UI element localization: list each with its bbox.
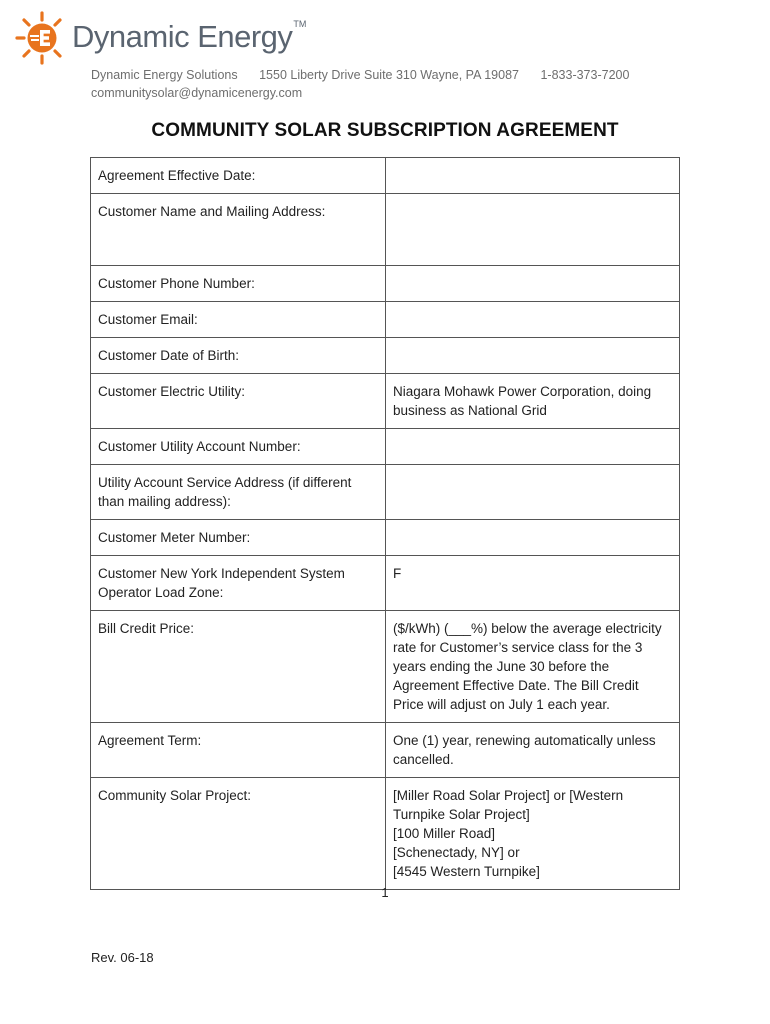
agreement-table <box>90 157 680 890</box>
row-value[interactable] <box>386 465 680 520</box>
row-label: Agreement Effective Date: <box>91 158 386 194</box>
row-label: Customer Electric Utility: <box>91 374 386 429</box>
row-value: F <box>386 556 680 611</box>
row-label: Customer Phone Number: <box>91 266 386 302</box>
document-title: COMMUNITY SOLAR SUBSCRIPTION AGREEMENT <box>151 120 619 141</box>
sun-logo-icon <box>14 10 70 66</box>
revision-label: Rev. 06-18 <box>91 950 154 965</box>
row-value[interactable] <box>386 302 680 338</box>
table-row <box>91 338 680 374</box>
row-label: Agreement Term: <box>91 723 386 778</box>
table-row <box>91 302 680 338</box>
row-value[interactable] <box>386 158 680 194</box>
table-row <box>91 429 680 465</box>
table-row <box>91 194 680 266</box>
row-value[interactable] <box>386 338 680 374</box>
table-row <box>91 520 680 556</box>
row-value[interactable] <box>386 266 680 302</box>
table-row <box>91 556 680 611</box>
row-label: Customer Utility Account Number: <box>91 429 386 465</box>
table-row <box>91 158 680 194</box>
row-value[interactable] <box>386 429 680 465</box>
row-label: Utility Account Service Address (if different than mailing address): <box>91 465 386 520</box>
row-value[interactable] <box>386 194 680 266</box>
page-number: 1 <box>381 885 389 900</box>
table-row <box>91 465 680 520</box>
table-row <box>91 266 680 302</box>
row-label: Customer Date of Birth: <box>91 338 386 374</box>
row-label: Bill Credit Price: <box>91 611 386 723</box>
row-value: ($/kWh) (___%) below the average electricity rate for Customer’s service class for the 3 years ending the June 30 before the Agreement Effective Date. The Bill Credit Price will adjust on July 1 each year. <box>386 611 680 723</box>
contact-block <box>91 66 647 102</box>
trademark-symbol: TM <box>293 19 307 29</box>
row-value: Niagara Mohawk Power Corporation, doing business as National Grid <box>386 374 680 429</box>
row-label: Customer Email: <box>91 302 386 338</box>
address-company: Dynamic Energy Solutions <box>91 68 238 82</box>
email-address: communitysolar@dynamicenergy.com <box>91 86 303 100</box>
address-street: 1550 Liberty Drive Suite 310 Wayne, PA 19087 <box>259 68 519 82</box>
row-value: [Miller Road Solar Project] or [Western Turnpike Solar Project] [100 Miller Road] [Schenectady, NY] or [4545 Western Turnpike] <box>386 778 680 890</box>
table-row <box>91 778 680 890</box>
company-name: Dynamic Energy <box>72 19 293 54</box>
row-label: Community Solar Project: <box>91 778 386 890</box>
row-label: Customer Meter Number: <box>91 520 386 556</box>
table-row <box>91 611 680 723</box>
table-row <box>91 374 680 429</box>
row-label: Customer New York Independent System Operator Load Zone: <box>91 556 386 611</box>
row-value: One (1) year, renewing automatically unless cancelled. <box>386 723 680 778</box>
phone-number: 1-833-373-7200 <box>540 68 630 82</box>
row-value[interactable] <box>386 520 680 556</box>
row-label: Customer Name and Mailing Address: <box>91 194 386 266</box>
company-logo <box>14 10 306 66</box>
table-row <box>91 723 680 778</box>
